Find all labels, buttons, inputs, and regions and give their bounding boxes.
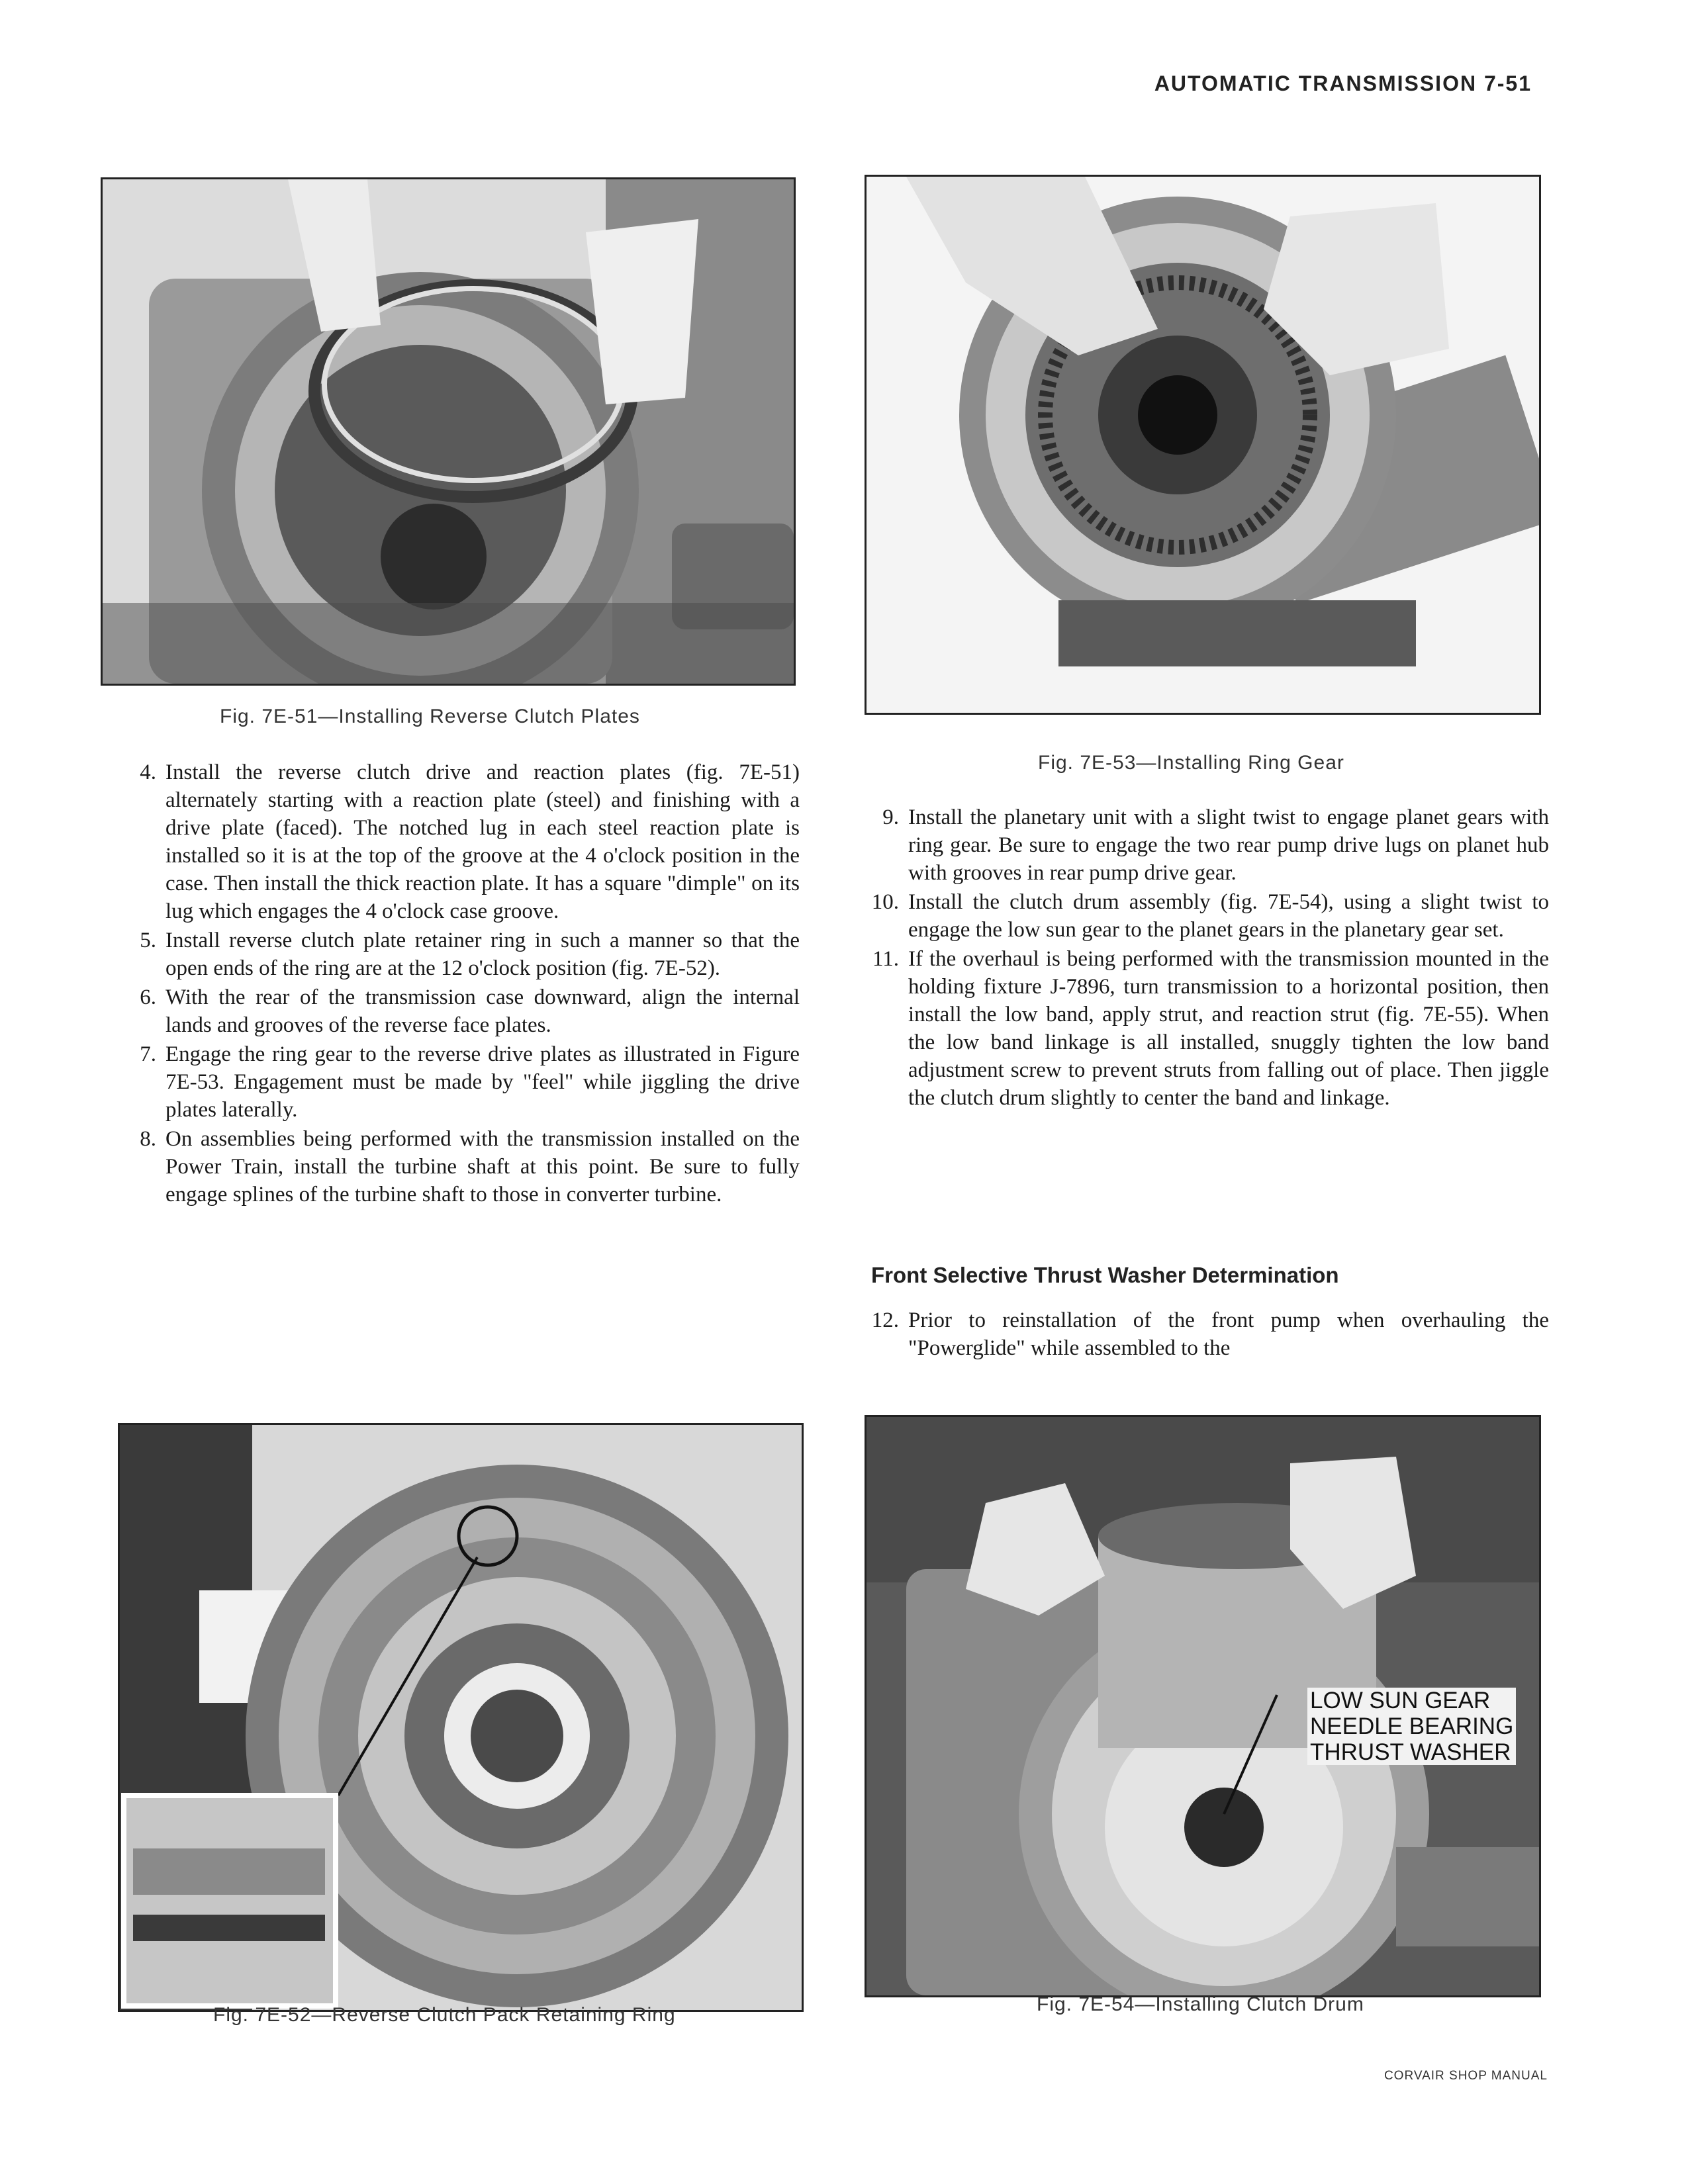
figure-7e-51-caption: Fig. 7E-51—Installing Reverse Clutch Plates — [220, 705, 640, 727]
step-text: With the rear of the transmission case downward, align the internal lands and grooves of the reverse face plates. — [165, 985, 800, 1037]
step-number: 12. — [871, 1308, 899, 1332]
left-column-steps — [118, 758, 800, 1210]
step-text: Install the planetary unit with a slight twist to engage planet gears with ring gear. Be sure to engage the two rear pump drive lugs on planet hub with grooves in rear pump drive gear. — [908, 805, 1549, 885]
step-5 — [118, 927, 800, 982]
step-text: On assemblies being performed with the transmission installed on the Power Train, install the turbine shaft at this point. Be sure to fully engage splines of the turbine shaft to those in converter turbine. — [165, 1127, 800, 1206]
ring-gear-photo-icon — [867, 177, 1539, 713]
step-text: Install the clutch drum assembly (fig. 7E-54), using a slight twist to engage the low sun gear to the planet gears in the planetary gear set. — [908, 890, 1549, 942]
figure-7e-54-caption: Fig. 7E-54—Installing Clutch Drum — [1037, 1993, 1364, 2015]
step-text: Install the reverse clutch drive and reaction plates (fig. 7E-51) alternately starting with a reaction plate (steel) and finishing with a drive plate (faced). The notched lug in each steel reaction plate is installed so it is at the top of the groove at the 4 o'clock position in the case. Then install the thick reaction plate. It has a square "dimple" on its lug which engages the 4 o'clock case groove. — [165, 760, 800, 923]
step-4 — [118, 758, 800, 925]
step-11 — [861, 945, 1549, 1112]
step-number: 7. — [140, 1042, 156, 1066]
step-7 — [118, 1040, 800, 1124]
step-number: 11. — [872, 947, 899, 971]
figure-7e-51-photo — [101, 177, 796, 686]
step-number: 8. — [140, 1127, 156, 1151]
figure-7e-52-photo — [118, 1423, 804, 2012]
callout-line-2: NEEDLE BEARING — [1307, 1713, 1516, 1739]
step-9 — [861, 803, 1549, 887]
callout-line-3: THRUST WASHER — [1307, 1739, 1516, 1765]
step-text: Install reverse clutch plate retainer ring in such a manner so that the open ends of the ring are at the 12 o'clock position (fig. 7E-52). — [165, 929, 800, 980]
right-column-steps — [861, 803, 1549, 1113]
step-text: Prior to reinstallation of the front pump when overhauling the "Powerglide" while assembled to the — [908, 1308, 1549, 1360]
retaining-ring-photo-icon — [120, 1425, 802, 2010]
figure-7e-53-photo — [865, 175, 1541, 715]
step-number: 5. — [140, 929, 156, 952]
step-number: 4. — [140, 760, 156, 784]
step-12 — [861, 1306, 1549, 1362]
step-text: Engage the ring gear to the reverse drive plates as illustrated in Figure 7E-53. Engagement must be made by "feel" while jiggling the drive plates laterally. — [165, 1042, 800, 1122]
step-number: 6. — [140, 985, 156, 1009]
callout-line-1: LOW SUN GEAR — [1307, 1688, 1516, 1713]
section-heading: Front Selective Thrust Washer Determination — [871, 1263, 1339, 1287]
figure-7e-52-caption: Fig. 7E-52—Reverse Clutch Pack Retaining Ring — [213, 2004, 676, 2026]
step-number: 9. — [882, 805, 899, 829]
step-6 — [118, 983, 800, 1039]
page-header: AUTOMATIC TRANSMISSION 7-51 — [1154, 71, 1532, 95]
step-number: 10. — [871, 890, 899, 914]
step-text: If the overhaul is being performed with the transmission mounted in the holding fixture J-7896, turn transmission to a horizontal position, then install the low band, apply strut, and reaction strut (fig. 7E-55). When the low band linkage is all installed, snuggly tighten the low band adjustment screw to prevent struts from falling out of place. Then jiggle the clutch drum slightly to center the band and linkage. — [908, 947, 1549, 1110]
step-10 — [861, 888, 1549, 944]
transmission-case-photo-icon — [103, 179, 794, 684]
clutch-drum-callout-label — [1307, 1688, 1516, 1765]
step-8 — [118, 1125, 800, 1208]
page-footer: CORVAIR SHOP MANUAL — [1383, 2069, 1548, 2083]
figure-7e-53-caption: Fig. 7E-53—Installing Ring Gear — [1038, 752, 1344, 774]
section-steps — [861, 1306, 1549, 1363]
